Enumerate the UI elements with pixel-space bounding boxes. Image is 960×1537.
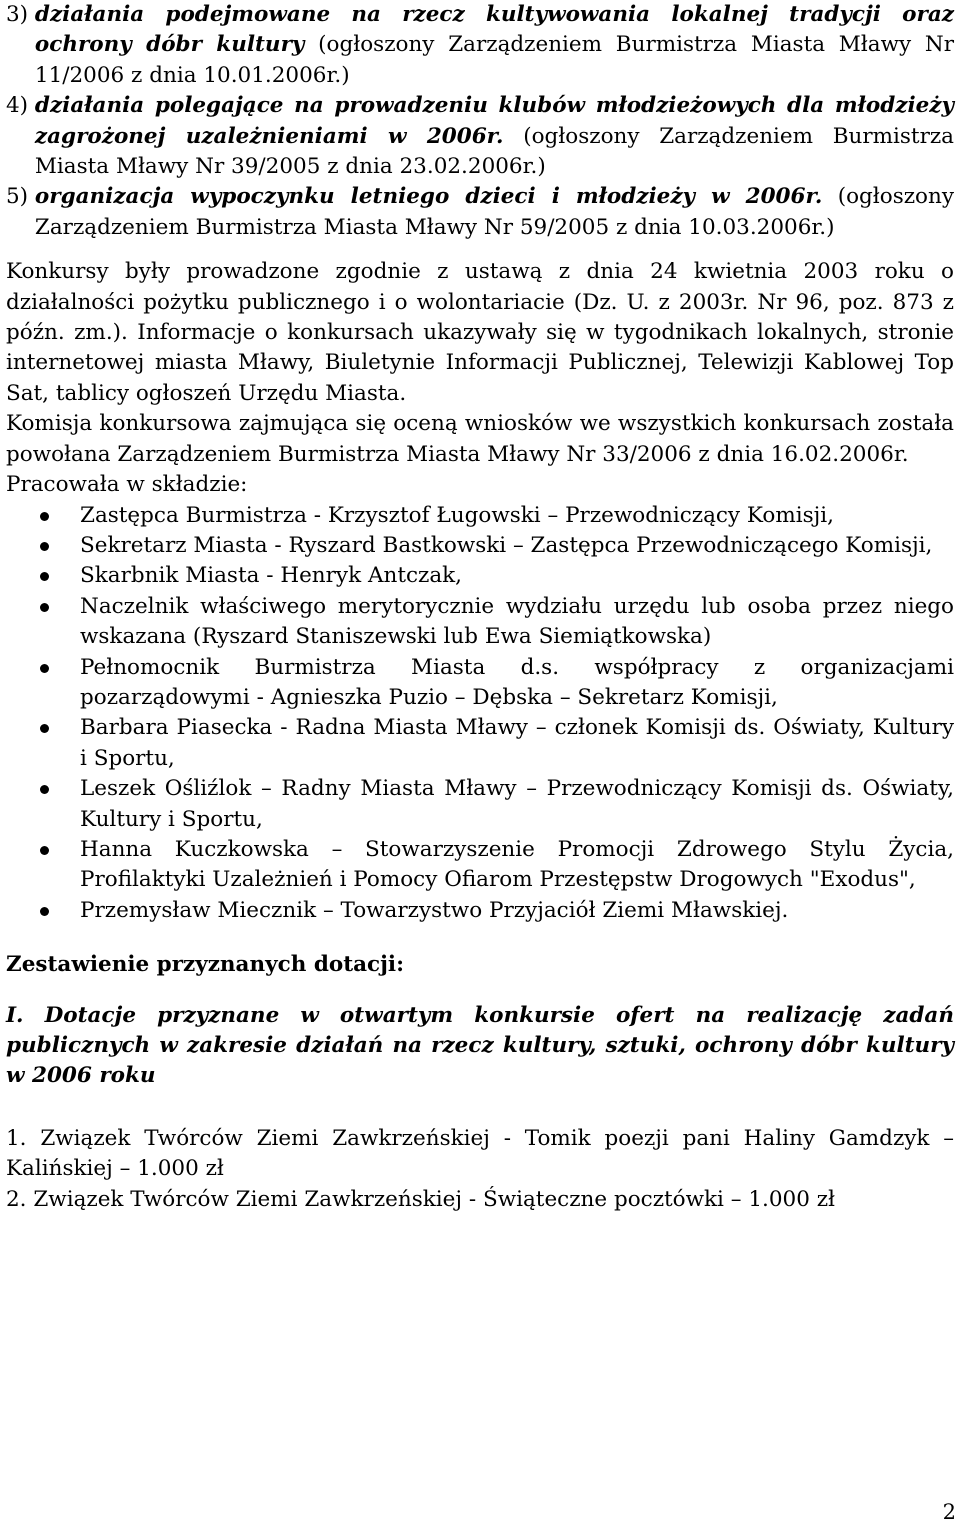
page-number: 2 bbox=[942, 1500, 956, 1524]
member-text: Przemysław Miecznik – Towarzystwo Przyjaciół Ziemi Mławskiej. bbox=[80, 897, 789, 923]
bullet-icon bbox=[6, 501, 80, 531]
list-item bbox=[6, 896, 954, 926]
list-item bbox=[6, 561, 954, 591]
member-text: Pełnomocnik Burmistrza Miasta d.s. współpracy z organizacjami pozarządowymi - Agnieszka Puzio – Dębska – Sekretarz Komisji, bbox=[80, 654, 954, 710]
list-item bbox=[6, 713, 954, 774]
list-item-3 bbox=[6, 0, 954, 91]
list-item-note: (ogłoszony Zarządzeniem Burmistrza Miasta Mławy Nr 59/2005 z dnia 10.03.2006r.) bbox=[34, 184, 954, 240]
list-item bbox=[6, 653, 954, 714]
bullet-icon bbox=[6, 896, 80, 926]
list-item-note: (ogłoszony Zarządzeniem Burmistrza Miasta Mławy Nr 11/2006 z dnia 10.01.2006r.) bbox=[34, 32, 954, 88]
list-item-title: organizacja wypoczynku letniego dzieci i młodzieży w 2006r. bbox=[34, 184, 823, 210]
member-text: Sekretarz Miasta - Ryszard Bastkowski – Zastępca Przewodniczącego Komisji, bbox=[80, 532, 933, 558]
bullet-icon bbox=[6, 592, 80, 622]
list-item bbox=[6, 592, 954, 653]
list-item-5 bbox=[6, 182, 954, 243]
paragraph-komisja: Komisja konkursowa zajmująca się oceną wniosków we wszystkich konkursach została powołana Zarządzeniem Burmistrza Miasta Mławy Nr 33/2006 z dnia 16.02.2006r. bbox=[6, 411, 954, 467]
paragraph-sklad: Pracowała w składzie: bbox=[6, 472, 248, 498]
member-text: Skarbnik Miasta - Henryk Antczak, bbox=[80, 563, 463, 589]
grant-item: 1. Związek Twórców Ziemi Zawkrzeńskiej - Tomik poezji pani Haliny Gamdzyk – Kalińskiej – 1.000 zł bbox=[6, 1125, 954, 1182]
bullet-icon bbox=[6, 774, 80, 804]
list-item-body bbox=[35, 0, 954, 91]
list-item-title: działania podejmowane na rzecz kultywowania lokalnej tradycji oraz ochrony dóbr kultury bbox=[34, 2, 954, 58]
list-item-body bbox=[35, 182, 954, 243]
committee-members-list bbox=[6, 501, 954, 927]
spacer bbox=[6, 243, 954, 257]
list-number: 3) bbox=[6, 2, 35, 27]
bullet-icon bbox=[6, 835, 80, 865]
section-title: Zestawienie przyznanych dotacji: bbox=[6, 952, 405, 978]
bullet-icon bbox=[6, 713, 80, 743]
list-item-title: działania polegające na prowadzeniu klubów młodzieżowych dla młodzieży zagrożonej uzależnieniami w 2006r. bbox=[34, 93, 954, 149]
list-item bbox=[6, 531, 954, 561]
member-text: Hanna Kuczkowska – Stowarzyszenie Promocji Zdrowego Stylu Życia, Profilaktyki Uzależnień i Pomocy Ofiarom Przestępstw Drogowych "Exodus", bbox=[80, 836, 954, 893]
list-item bbox=[6, 501, 954, 531]
list-number: 4) bbox=[6, 93, 35, 119]
bullet-icon bbox=[6, 561, 80, 591]
list-item bbox=[6, 835, 954, 896]
grants-list bbox=[6, 1124, 954, 1215]
paragraph-konkursy: Konkursy były prowadzone zgodnie z ustawą z dnia 24 kwietnia 2003 roku o działalności pożytku publicznego i o wolontariacie (Dz. U. z 2003r. Nr 96, poz. 873 z późn. zm.). Informacje o konkursach ukazywały się w tygodnikach lokalnych, stronie internetowej miasta Mławy, Biuletynie Informacji Publicznej, Telewizji Kablowej Top Sat, tablicy ogłoszeń Urzędu Miasta. bbox=[6, 259, 954, 406]
member-text: Naczelnik właściwego merytorycznie wydziału urzędu lub osoba przez niego wskazana (Ryszard Staniszewski lub Ewa Siemiątkowska) bbox=[80, 593, 954, 650]
list-item bbox=[6, 774, 954, 835]
member-text: Zastępca Burmistrza - Krzysztof Ługowski – Przewodniczący Komisji, bbox=[80, 502, 835, 528]
document-page bbox=[6, 0, 954, 1215]
grant-item: 2. Związek Twórców Ziemi Zawkrzeńskiej - Świąteczne pocztówki – 1.000 zł bbox=[6, 1186, 836, 1212]
list-item-body bbox=[35, 91, 954, 182]
bullet-icon bbox=[6, 531, 80, 561]
member-text: Barbara Piasecka - Radna Miasta Mławy – członek Komisji ds. Oświaty, Kultury i Sportu, bbox=[80, 715, 954, 771]
list-item-4 bbox=[6, 91, 954, 182]
list-item-note: (ogłoszony Zarządzeniem Burmistrza Miasta Mławy Nr 39/2005 z dnia 23.02.2006r.) bbox=[34, 123, 954, 180]
grant-heading: I. Dotacje przyznane w otwartym konkursie ofert na realizację zadań publicznych w zakresie działań na rzecz kultury, sztuki, ochrony dóbr kultury w 2006 roku bbox=[6, 1002, 954, 1089]
member-text: Leszek Ośliźlok – Radny Miasta Mławy – Przewodniczący Komisji ds. Oświaty, Kultury i Sportu, bbox=[80, 776, 954, 832]
bullet-icon bbox=[6, 653, 80, 683]
list-number: 5) bbox=[6, 184, 35, 210]
